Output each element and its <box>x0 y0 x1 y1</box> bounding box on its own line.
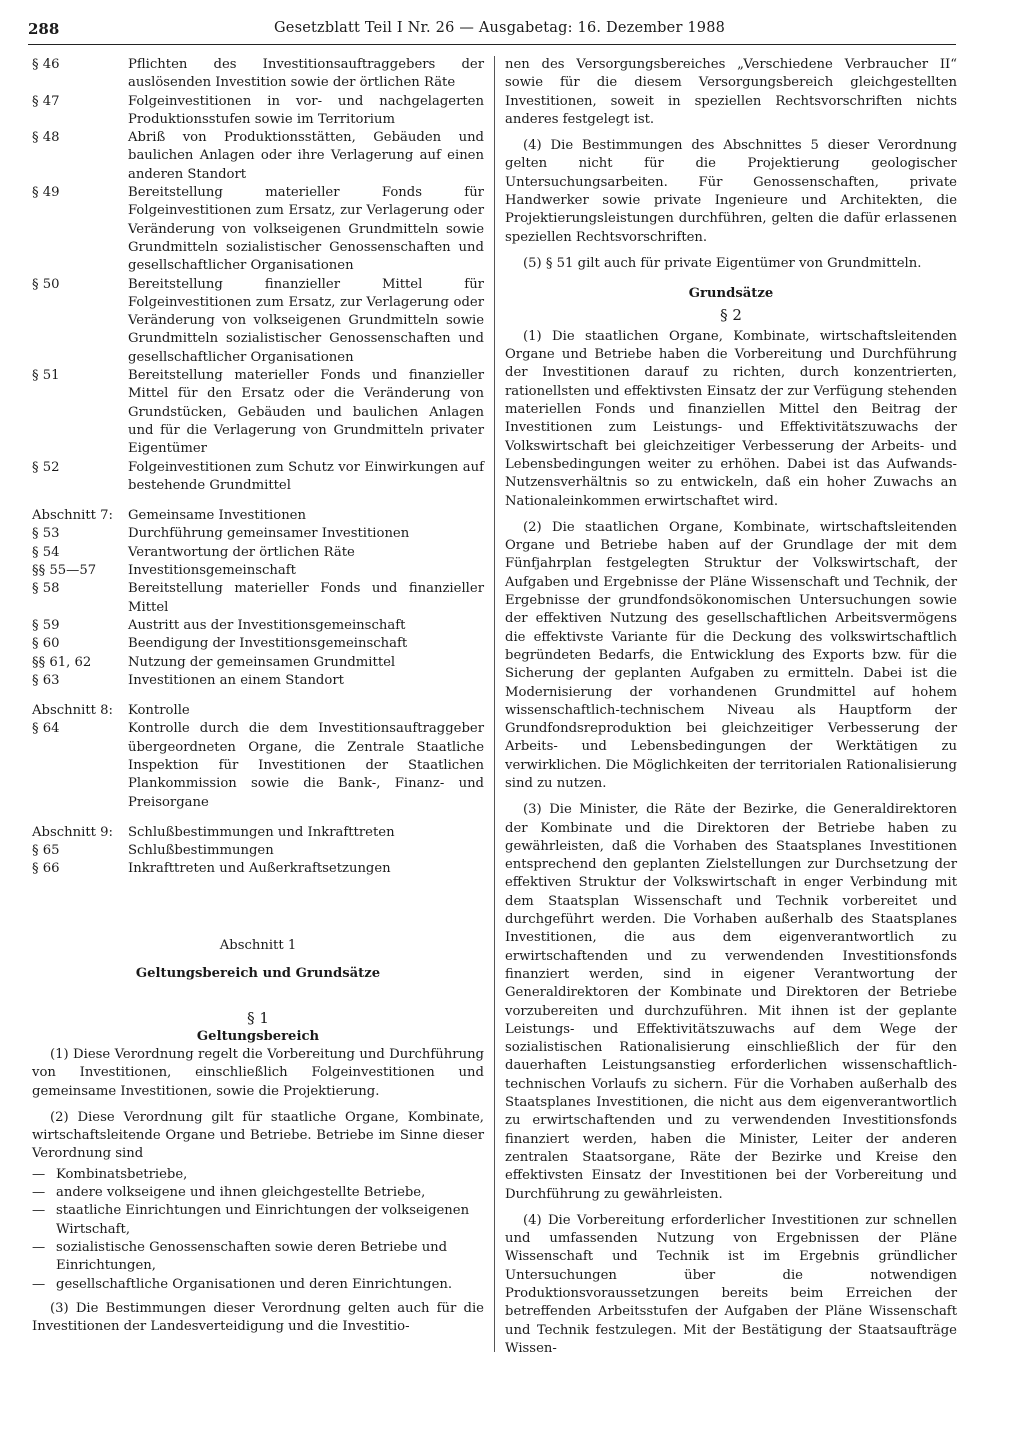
toc-entry-text: Beendigung der Investitionsgemeinschaft <box>128 636 408 652</box>
dash-bullet: — <box>32 1166 46 1182</box>
toc-entry <box>32 580 484 617</box>
toc-entry-text: Investitionsgemeinschaft <box>128 563 296 579</box>
toc-entry-text: Folgeinvestitionen in vor- und nachgelagerten Produktionsstufen sowie im Territorium <box>128 93 484 127</box>
toc-section-abschnitt-9 <box>32 824 484 879</box>
toc-entry <box>32 93 484 130</box>
page-number: 288 <box>28 20 60 38</box>
toc-entry-key: § 65 <box>32 843 60 859</box>
betriebe-list <box>32 1166 484 1294</box>
gazette-title: Gesetzblatt Teil I Nr. 26 — Ausgabetag: 16. Dezember 1988 <box>274 20 726 36</box>
abschnitt-label: Abschnitt 1 <box>219 937 297 953</box>
page-header <box>28 20 956 45</box>
toc-entry <box>32 184 484 275</box>
toc-entry <box>32 824 484 842</box>
toc-entry-key: § 46 <box>32 57 60 72</box>
column-divider <box>494 56 495 1352</box>
toc-entry-key: § 52 <box>32 459 60 475</box>
toc-entry-key: § 49 <box>32 185 60 201</box>
list-item-text: sozialistische Genossenschaften sowie deren Betriebe und Einrichtungen, <box>56 1239 448 1274</box>
paragraph-1-sub-3-continued: nen des Versorgungsbereiches „Verschiedene Verbraucher II“ sowie für die diesem Versorgungsbereich gleichgestellten Investitionen, soweit in speziellen Rechtsvorschriften nichts anderes festgelegt ist. <box>505 57 957 127</box>
paragraph-1-sub-3-start: (3) Die Bestimmungen dieser Verordnung gelten auch für die Investitionen der Landesverteidigung und die Investitio- <box>32 1300 484 1335</box>
toc-entry-text: Bereitstellung materieller Fonds für Folgeinvestitionen zum Ersatz, zur Verlagerung oder Veränderung von volkseigenen Grundmitteln sowie Grundmitteln sozialistischer Genossenschaften und gesellschaftlicher Organisationen <box>128 185 484 274</box>
dash-bullet: — <box>32 1203 46 1219</box>
toc-entry <box>32 507 484 525</box>
toc-entry <box>32 860 484 878</box>
toc-entry-key: § 54 <box>32 544 60 560</box>
list-item <box>32 1166 484 1184</box>
toc-section-abschnitt-8 <box>32 702 484 812</box>
toc-entry <box>32 635 484 653</box>
toc-entry <box>32 654 484 672</box>
toc-entry <box>32 617 484 635</box>
paragraph-title: Geltungsbereich <box>196 1028 320 1044</box>
paragraph-2-sub-2: (2) Die staatlichen Organe, Kombinate, wirtschaftsleitenden Organe und Betriebe haben auf der Grundlage der mit dem Fünfjahrplan festgelegten Struktur der Volkswirtschaft, der Aufgaben und Ergebnisse der Pläne Wissenschaft und Technik, der Ergebnisse der grundfondsökonomischen Untersuchungen sowie der effektiven Nutzung des gesellschaftlichen Arbeitsvermögens die effektivste Variante für die Deckung des volkswirtschaftlich begründeten Bedarfs, die Entwicklung des Exports bzw. für die Sicherung der geplanten Aufgaben zu ermitteln. Dabei ist die Modernisierung der vorhandenen Grundmittel auf hohem wissenschaftlich-technischem Niveau als Hauptform der Grundfondsreproduktion bei gleichzeitiger Verbesserung der Arbeits- und Lebensbedingungen der Werktätigen zu verwirklichen. Die Möglichkeiten der territorialen Rationalisierung sind zu nutzen. <box>505 519 957 791</box>
toc-entry <box>32 672 484 690</box>
toc-entry-text: Bereitstellung materieller Fonds und finanzieller Mittel <box>128 581 484 615</box>
paragraph-1-sub-4: (4) Die Bestimmungen des Abschnittes 5 dieser Verordnung gelten nicht für die Projektierung geologischer Untersuchungsarbeiten. Für Genossenschaften, private Handwerker sowie private Ingenieure und Architekten, die Projektierungsleistungen durchführen, gelten die dafür erlassenen speziellen Rechtsvorschriften. <box>505 138 957 245</box>
paragraph-number: § 1 <box>247 1009 269 1028</box>
grundsaetze-title: Grundsätze <box>688 286 774 302</box>
toc-entry-key: § 59 <box>32 617 60 633</box>
list-item <box>32 1202 484 1239</box>
abschnitt-title: Geltungsbereich und Grundsätze <box>135 966 381 982</box>
toc-entry-text: Durchführung gemeinsamer Investitionen <box>128 526 410 542</box>
list-item-text: andere volkseigene und ihnen gleichgestellte Betriebe, <box>56 1185 426 1201</box>
list-item <box>32 1184 484 1202</box>
abschnitt-1-heading <box>32 937 484 984</box>
dash-bullet: — <box>32 1276 46 1292</box>
toc-entry <box>32 525 484 543</box>
right-column <box>505 56 957 1366</box>
toc-entry <box>32 544 484 562</box>
toc-entry-text: Gemeinsame Investitionen <box>128 508 306 524</box>
paragraph-2-sub-4: (4) Die Vorbereitung erforderlicher Investitionen zur schnellen und umfassenden Nutzung von Ergebnissen der Pläne Wissenschaft und Technik ist im Ergebnis gründlicher Untersuchungen über die notwendigen Produktionsvoraussetzungen bereits beim Erreichen der betreffenden Arbeitsstufen der Aufgaben der Pläne Wissenschaft und Technik festzulegen. Mit der Bestätigung der Staatsaufträge Wissen- <box>505 1212 957 1356</box>
paragraph-1-sub-1: (1) Diese Verordnung regelt die Vorbereitung und Durchführung von Investitionen, einschließlich Folgeinvestitionen und gemeinsame Investitionen, sowie die Projektierung. <box>32 1046 484 1099</box>
toc-entry <box>32 720 484 811</box>
toc-entry-text: Folgeinvestitionen zum Schutz vor Einwirkungen auf bestehende Grundmittel <box>128 459 484 493</box>
toc-entry-text: Austritt aus der Investitionsgemeinschaft <box>128 617 406 633</box>
toc-entry-text: Schlußbestimmungen und Inkrafttreten <box>128 824 395 840</box>
list-item-text: gesellschaftliche Organisationen und deren Einrichtungen. <box>56 1276 453 1292</box>
toc-section-continued <box>32 56 484 495</box>
paragraph-2-sub-1: (1) Die staatlichen Organe, Kombinate, wirtschaftsleitenden Organe und Betriebe haben die Vorbereitung und Durchführung der Investitionen darauf zu richten, durch konzentrierten, rationellsten und effektivsten Einsatz der zur Verfügung stehenden materiellen Fonds und finanziellen Mittel den Beitrag der Investitionen zum Leistungs- und Effektivitätszuwachs der Volkswirtschaft bei gleichzeitiger Verbesserung der Arbeits- und Lebensbedingungen weiter zu erhöhen. Dabei ist das Aufwands-Nutzensverhältnis so zu entwickeln, daß ein hoher Zuwachs an Nationaleinkommen erwirtschaftet wird. <box>505 328 957 509</box>
toc-entry-key: § 58 <box>32 581 60 597</box>
toc-entry <box>32 562 484 580</box>
toc-entry-text: Kontrolle <box>128 703 190 719</box>
toc-entry-key: § 64 <box>32 721 60 737</box>
toc-entry-key: § 66 <box>32 861 60 877</box>
toc-entry-text: Kontrolle durch die dem Investitionsauftraggeber übergeordneten Organe, die Zentrale Staatliche Inspektion für Investitionen der Staatlichen Plankommission sowie die Bank-, Finanz- und Preisorgane <box>128 721 484 810</box>
paragraph-1-heading <box>32 1009 484 1046</box>
dash-bullet: — <box>32 1239 46 1255</box>
paragraph-2-number: § 2 <box>720 305 742 324</box>
toc-entry-text: Bereitstellung finanzieller Mittel für Folgeinvestitionen zum Ersatz, zur Verlagerung oder Veränderung von volkseigenen Grundmitteln sowie Grundmitteln sozialistischer Genossenschaften und gesellschaftlicher Organisationen <box>128 276 484 365</box>
toc-entry-text: Bereitstellung materieller Fonds und finanzieller Mittel für den Ersatz oder die Veränderung von Grundstücken, Gebäuden und baulichen Anlagen und für die Verlagerung von Grundmitteln privater Eigentümer <box>128 368 484 457</box>
toc-entry-key: §§ 55—57 <box>32 563 97 579</box>
toc-entry <box>32 129 484 184</box>
list-item-text: staatliche Einrichtungen und Einrichtungen der volkseigenen Wirtschaft, <box>56 1203 470 1237</box>
toc-entry <box>32 702 484 720</box>
toc-entry-text: Inkrafttreten und Außerkraftsetzungen <box>128 861 391 877</box>
toc-entry-key: § 53 <box>32 526 60 542</box>
toc-section-abschnitt-7 <box>32 507 484 690</box>
toc-entry <box>32 367 484 458</box>
list-item-text: Kombinatsbetriebe, <box>56 1166 188 1182</box>
toc-entry <box>32 459 484 496</box>
list-item <box>32 1276 484 1294</box>
toc-entry-text: Abriß von Produktionsstätten, Gebäuden und baulichen Anlagen oder ihre Verlagerung auf einen anderen Standort <box>128 130 484 182</box>
toc-entry-text: Nutzung der gemeinsamen Grundmittel <box>128 654 396 670</box>
toc-entry-key: § 51 <box>32 368 60 384</box>
toc-entry-key: §§ 61, 62 <box>32 654 92 670</box>
toc-entry-key: § 50 <box>32 276 60 292</box>
toc-entry-key: § 63 <box>32 672 60 688</box>
toc-entry-text: Schlußbestimmungen <box>128 843 274 859</box>
toc-entry-key: Abschnitt 9: <box>32 824 113 840</box>
left-column <box>32 56 484 1344</box>
toc-entry-key: § 48 <box>32 130 60 146</box>
toc-entry-key: Abschnitt 7: <box>32 508 113 524</box>
paragraph-1-sub-5: (5) § 51 gilt auch für private Eigentümer von Grundmitteln. <box>523 255 922 271</box>
list-item <box>32 1239 484 1276</box>
toc-entry <box>32 276 484 367</box>
toc-entry-text: Pflichten des Investitionsauftraggebers der auslösenden Investition sowie der örtlichen Räte <box>128 57 484 91</box>
toc-entry <box>32 842 484 860</box>
paragraph-1-sub-2: (2) Diese Verordnung gilt für staatliche Organe, Kombinate, wirtschaftsleitende Organe und Betriebe. Betriebe im Sinne dieser Verordnung sind <box>32 1109 484 1162</box>
toc-entry <box>32 56 484 93</box>
toc-entry-text: Verantwortung der örtlichen Räte <box>128 544 355 560</box>
toc-entry-key: § 60 <box>32 636 60 652</box>
toc-entry-key: § 47 <box>32 93 60 109</box>
dash-bullet: — <box>32 1185 46 1201</box>
toc-entry-key: Abschnitt 8: <box>32 703 113 719</box>
paragraph-2-sub-3: (3) Die Minister, die Räte der Bezirke, die Generaldirektoren der Kombinate und die Direktoren der Betriebe haben zu gewährleisten, daß die Vorhaben des Staatsplanes Investitionen entsprechend den geplanten Zielstellungen zur Durchsetzung der effektiven Struktur der Volkswirtschaft in enger Verbindung mit dem Staatsplan Wissenschaft und Technik vorbereitet und durchgeführt werden. Die Vorhaben außerhalb des Staatsplanes Investitionen, die aus dem eigenverantwortlich zu erwirtschaftenden und zu verwendenden Investitionsfonds finanziert werden, sind in eigener Verantwortung der Generaldirektoren der Kombinate und Direktoren der Betriebe vorzubereiten und durchzuführen. Mit ihnen ist der geplante Leistungs- und Effektivitätszuwachs auf dem Wege der sozialistischen Rationalisierung einschließlich der für den dauerhaften Leistungsanstieg erforderlichen wissenschaftlich-technischen Vorlaufs zu sichern. Für die Vorhaben außerhalb des Staatsplanes Investitionen, die nicht aus dem eigenverantwortlich zu erwirtschaftenden und zu verwendenden Investitionsfonds finanziert werden, haben die Minister, Leiter der anderen zentralen Staatsorgane, Räte der Bezirke und Kreise den effektivsten Einsatz der Investitionen bei der Vorbereitung und Durchführung zu gewährleisten. <box>505 802 957 1202</box>
toc-entry-text: Investitionen an einem Standort <box>128 672 344 688</box>
